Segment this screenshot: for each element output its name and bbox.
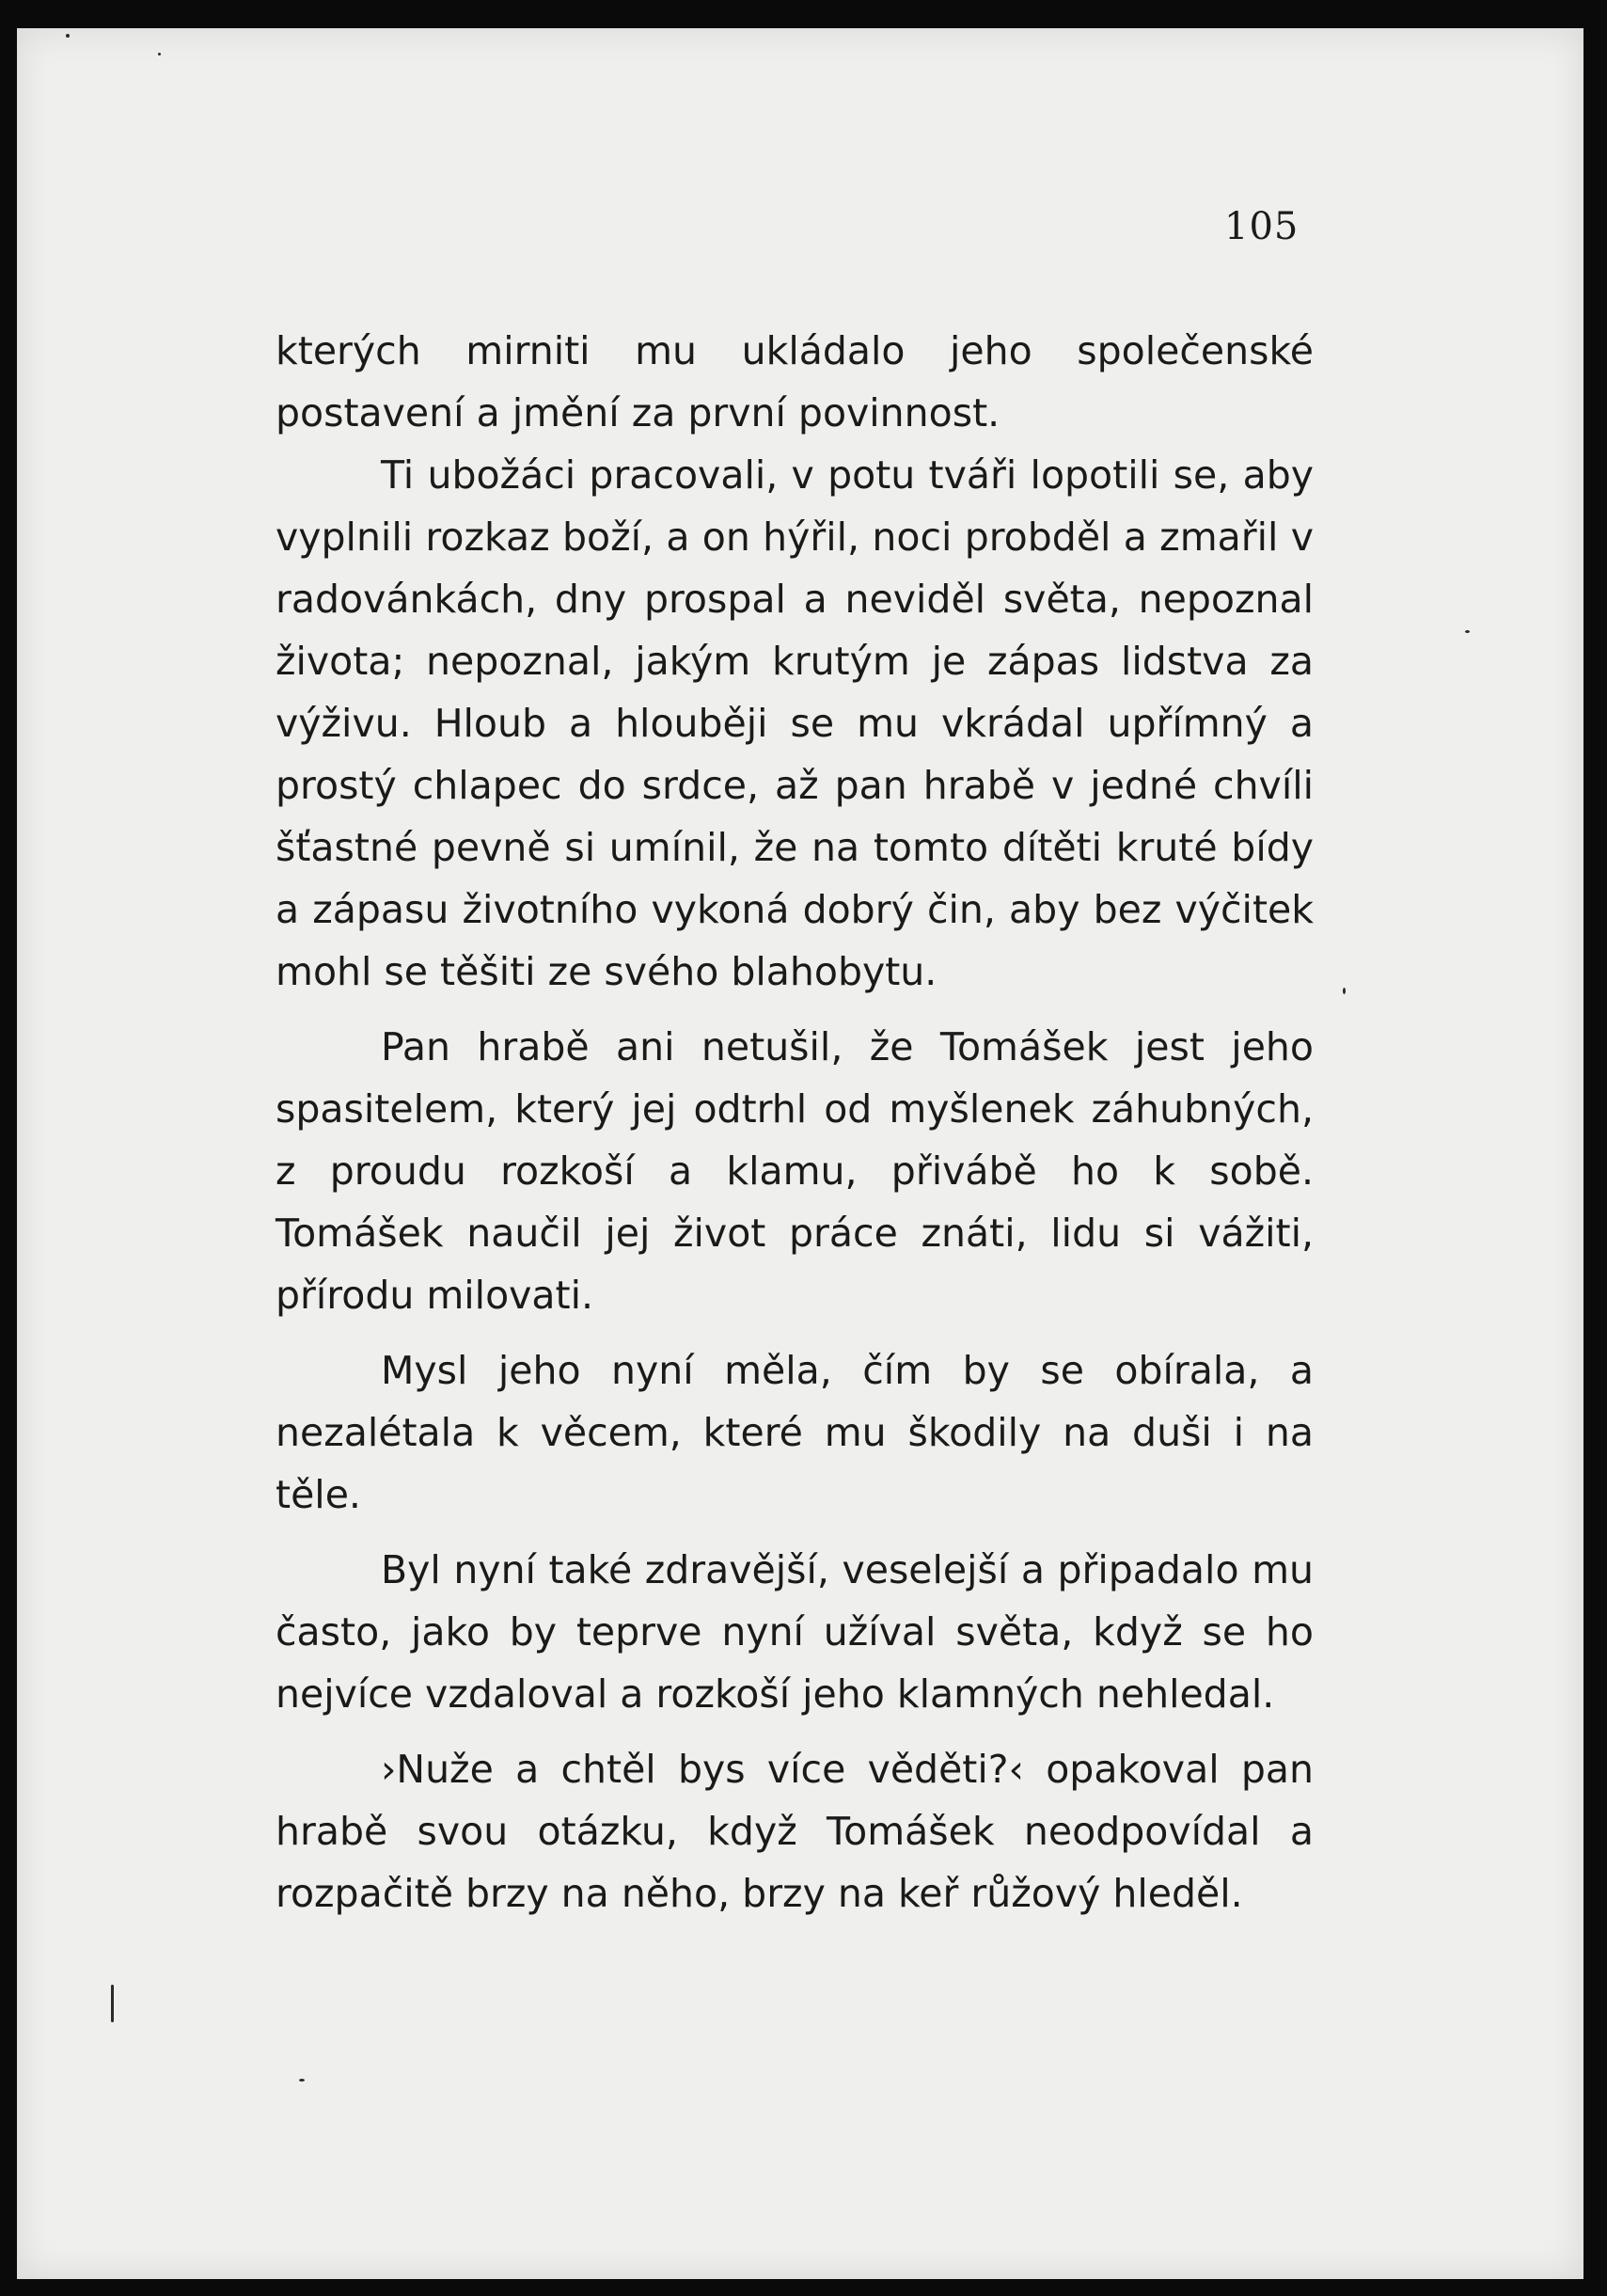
paragraph-4: Mysl jeho nyní měla, čím by se obírala, a nezalétala k věcem, které mu škodily na duši i na těle. [276, 1348, 1314, 1517]
dust-speck [299, 2079, 305, 2082]
paragraph-1: kterých mirniti mu ukládalo jeho společenské postavení a jmění za první povinnost. [276, 328, 1314, 435]
body-text [276, 320, 1314, 1924]
paragraph-3: Pan hrabě ani netušil, že Tomášek jest jeho spasitelem, který jej odtrhl od myšlenek záhubných, z proudu rozkoší a klamu, přivábě ho k sobě. Tomášek naučil jej život práce znáti, lidu si vážiti, přírodu milovati. [276, 1024, 1314, 1318]
dust-speck [1465, 630, 1470, 633]
dust-speck [1343, 988, 1346, 994]
dust-speck [66, 34, 70, 38]
paragraph-2: Ti ubožáci pracovali, v potu tváři lopotili se, aby vyplnili rozkaz boží, a on hýřil, noci probděl a zmařil v radovánkách, dny prospal a neviděl světa, nepoznal života; nepoznal, jakým krutým je zápas lidstva za výživu. Hloub a hlouběji se mu vkrádal upřímný a prostý chlapec do srdce, až pan hrabě v jedné chvíli šťastné pevně si umínil, že na tomto dítěti kruté bídy a zápasu životního vykoná dobrý čin, aby bez výčitek mohl se těšiti ze svého blahobytu. [276, 452, 1314, 994]
dust-speck [158, 53, 161, 55]
paragraph-6: ›Nuže a chtěl bys více věděti?‹ opakoval pan hrabě svou otázku, když Tomášek neodpovídal a rozpačitě brzy na něho, brzy na keř růžový hleděl. [276, 1747, 1314, 1916]
page-number: 105 [1224, 205, 1300, 248]
paragraph-5: Byl nyní také zdravější, veselejší a připadalo mu často, jako by teprve nyní užíval světa, když se ho nejvíce vzdaloval a rozkoší jeho klamných nehledal. [276, 1547, 1314, 1717]
dust-speck [111, 1985, 114, 2022]
